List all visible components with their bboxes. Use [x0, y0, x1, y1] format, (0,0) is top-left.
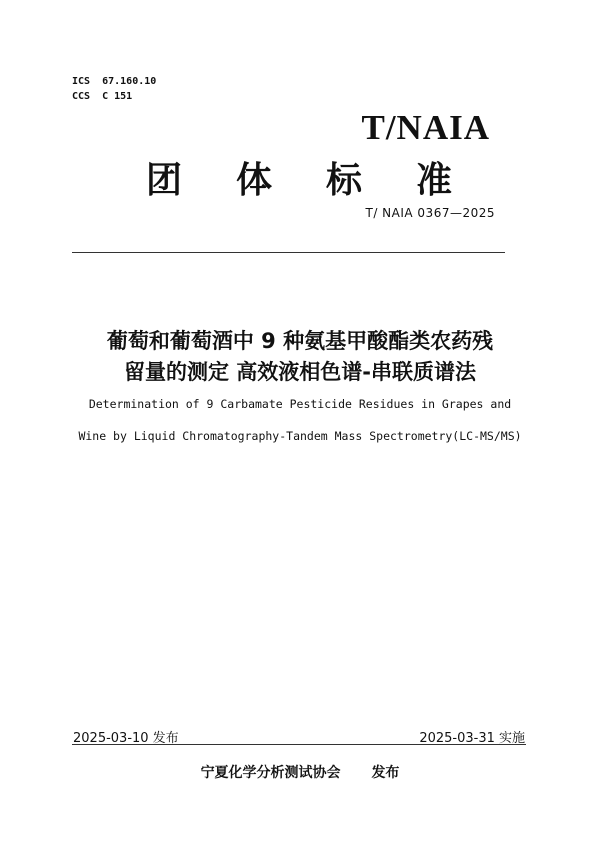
standard-category: 团体标准: [146, 160, 507, 201]
footer-divider: [72, 744, 526, 745]
ics-code: [72, 74, 156, 89]
implementation-date: 2025-03-31 实施: [419, 731, 525, 746]
chinese-title-line-2: 留量的测定 高效液相色谱-串联质谱法: [123, 360, 477, 384]
ccs-label: CCS: [72, 91, 91, 102]
chinese-title-line-1: 葡萄和葡萄酒中 9 种氨基甲酸酯类农药残: [106, 329, 494, 353]
standard-number: T/ NAIA 0367—2025: [365, 206, 495, 220]
english-title-line-1: Determination of 9 Carbamate Pesticide Residues in Grapes and: [88, 397, 512, 411]
org-code: T/NAIA: [361, 108, 490, 147]
publish-word: 发布: [371, 765, 400, 781]
header-divider: [72, 252, 505, 253]
publisher-name: 宁夏化学分析测试协会: [200, 765, 341, 781]
publisher-line: [0, 762, 600, 782]
chinese-title: [0, 326, 600, 388]
ccs-code: [72, 89, 156, 104]
issue-date: 2025-03-10 发布: [73, 731, 179, 746]
english-title-line-2: Wine by Liquid Chromatography-Tandem Mass Spectrometry(LC-MS/MS): [78, 429, 522, 443]
ics-value: 67.160.10: [102, 76, 157, 87]
ccs-value: C 151: [102, 91, 133, 102]
classification-codes: [72, 74, 156, 104]
ics-label: ICS: [72, 76, 91, 87]
